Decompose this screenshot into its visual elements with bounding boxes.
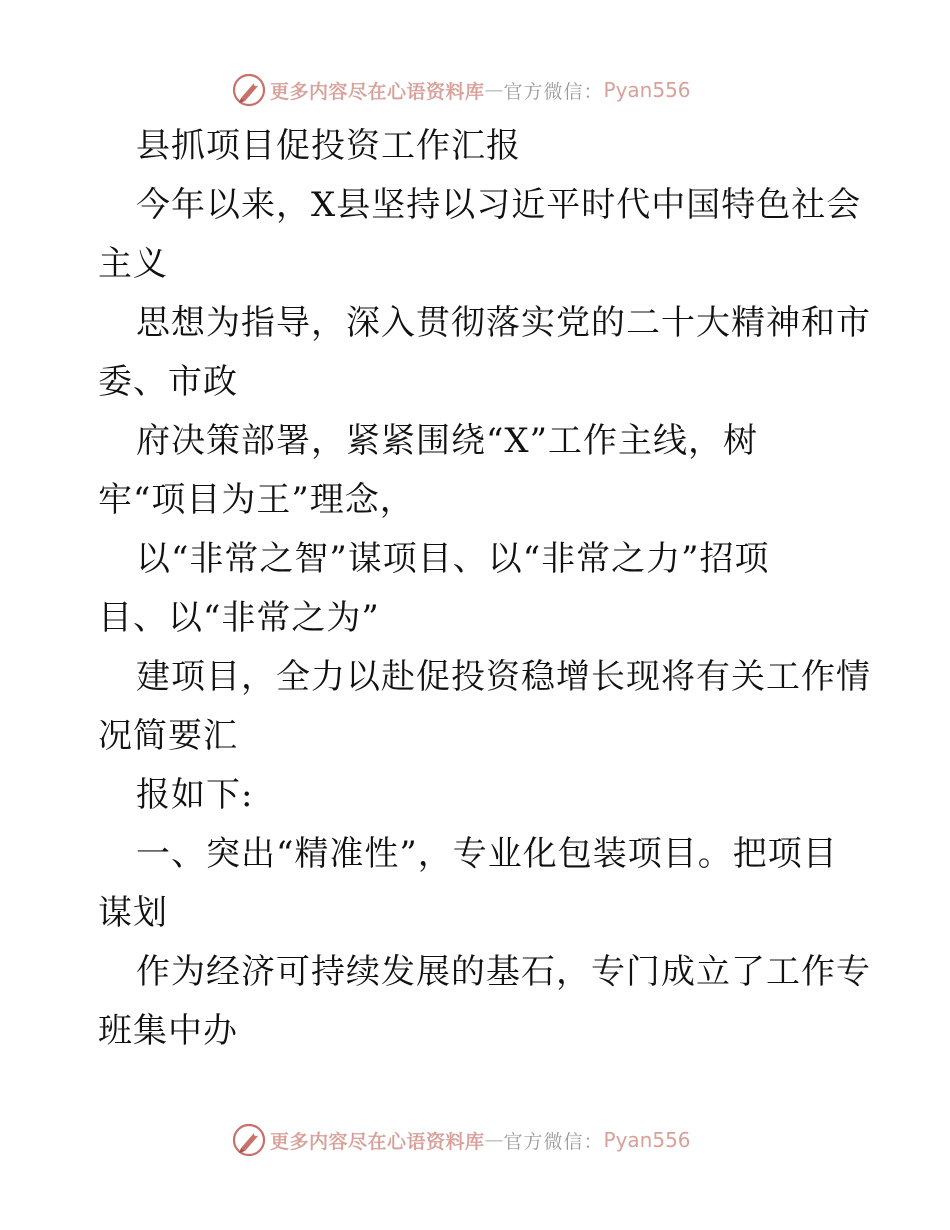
- paragraph-line: 主义: [98, 244, 168, 284]
- paragraph-line: 班集中办: [98, 1011, 238, 1051]
- watermark-wechat-label: 官方微信：: [503, 80, 604, 103]
- watermark-text: 更多内容尽在心语资料库: [270, 1130, 485, 1153]
- watermark-text: 更多内容尽在心语资料库: [270, 80, 485, 103]
- watermark-wechat-id: Pyan556: [603, 1128, 691, 1152]
- watermark-dash: —: [484, 79, 504, 101]
- paragraph-line: 报如下:: [136, 775, 254, 815]
- watermark-dash: —: [484, 1129, 504, 1151]
- paragraph-line: 目、以“非常之为”: [98, 598, 380, 638]
- paragraph-line: 牢“项目为王”理念，: [98, 480, 415, 520]
- pen-logo-icon: [232, 1123, 266, 1157]
- watermark-wechat-id: Pyan556: [603, 78, 691, 102]
- watermark-wechat-label: 官方微信：: [503, 1130, 604, 1153]
- paragraph-line: 建项目，全力以赴促投资稳增长现将有关工作情: [136, 657, 871, 697]
- paragraph-line: 况简要汇: [98, 716, 238, 756]
- paragraph-line: 以“非常之智”谋项目、以“非常之力”招项: [136, 539, 770, 579]
- paragraph-line: 谋划: [98, 893, 168, 933]
- section-heading-line: 一、突出“精准性”，专业化包装项目。把项目: [136, 834, 838, 874]
- paragraph-line: 作为经济可持续发展的基石，专门成立了工作专: [136, 952, 871, 992]
- paragraph-line: 今年以来，X县坚持以习近平时代中国特色社会: [136, 185, 862, 225]
- header-watermark: [232, 72, 691, 108]
- pen-logo-icon: [232, 73, 266, 107]
- paragraph-line: 委、市政: [98, 362, 238, 402]
- paragraph-line: 府决策部署，紧紧围绕“X”工作主线，树: [136, 421, 758, 461]
- footer-watermark: [232, 1122, 691, 1158]
- paragraph-line: 思想为指导，深入贯彻落实党的二十大精神和市: [136, 303, 871, 343]
- document-title: 县抓项目促投资工作汇报: [136, 126, 521, 166]
